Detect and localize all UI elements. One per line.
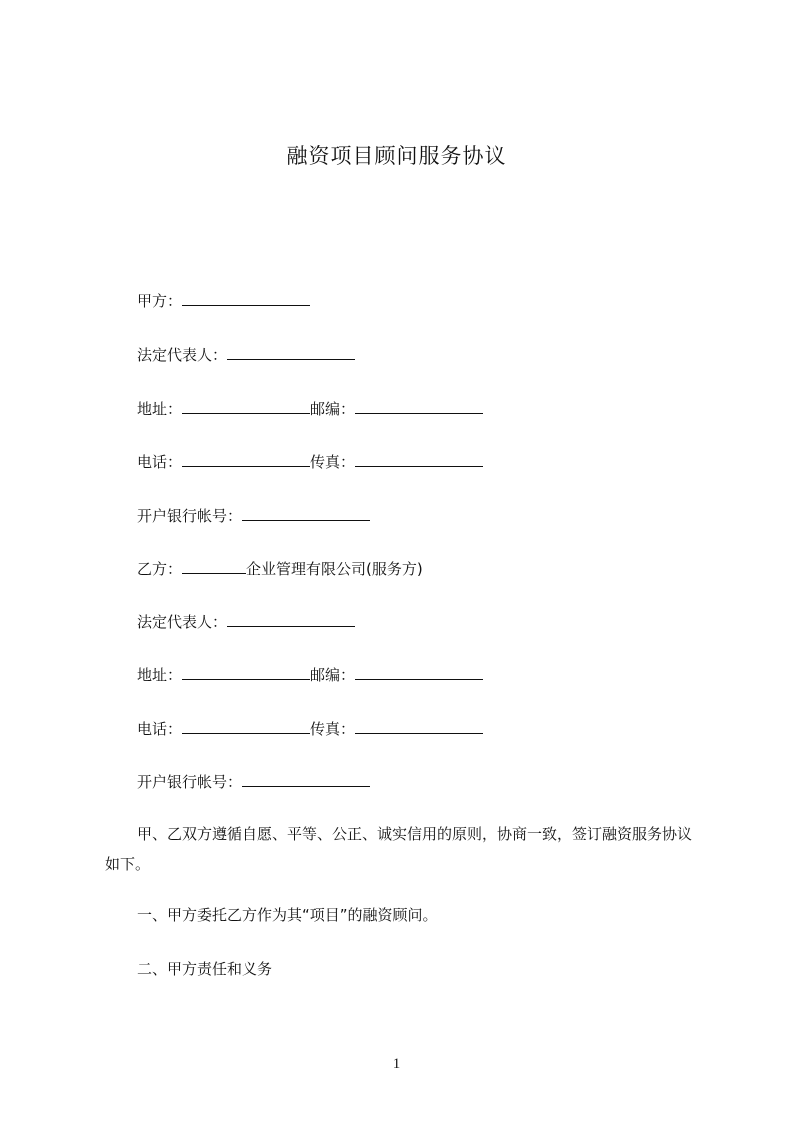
party-a-postcode-blank: [355, 399, 483, 414]
party-b-name-suffix: 企业管理有限公司(服务方): [246, 560, 423, 578]
party-b-bank-line: [137, 772, 370, 792]
party-b-phone-line: [137, 719, 483, 739]
party-b-address-line: [137, 665, 483, 685]
party-a-postcode-label: 邮编：: [310, 400, 356, 418]
party-b-fax-blank: [355, 719, 483, 734]
party-b-name-blank: [182, 559, 246, 574]
party-b-phone-label: 电话：: [137, 720, 183, 738]
clause-2-heading: 二、甲方责任和义务: [137, 960, 273, 978]
party-b-rep-line: [137, 612, 355, 632]
party-b-bank-label: 开户银行帐号：: [137, 773, 243, 791]
party-a-fax-blank: [355, 452, 483, 467]
party-b-name-label: 乙方：: [137, 560, 183, 578]
party-a-address-label: 地址：: [137, 400, 183, 418]
party-b-postcode-label: 邮编：: [310, 666, 356, 684]
party-b-name-line: [137, 559, 423, 579]
party-b-rep-blank: [227, 612, 355, 627]
party-a-rep-label: 法定代表人：: [137, 346, 228, 364]
party-b-bank-blank: [242, 772, 370, 787]
party-a-address-line: [137, 399, 483, 419]
party-b-fax-label: 传真：: [310, 720, 356, 738]
party-b-address-label: 地址：: [137, 666, 183, 684]
party-a-rep-blank: [227, 345, 355, 360]
intro-paragraph: 甲、乙双方遵循自愿、平等、公正、诚实信用的原则，协商一致，签订融资服务协议如下。: [105, 825, 693, 873]
document-title: 融资项目顾问服务协议: [286, 144, 507, 168]
party-b-phone-blank: [182, 719, 310, 734]
party-a-phone-label: 电话：: [137, 453, 183, 471]
party-a-address-blank: [182, 399, 310, 414]
party-a-name-line: [137, 291, 310, 311]
party-a-phone-line: [137, 452, 483, 472]
party-a-name-blank: [182, 291, 310, 306]
party-a-fax-label: 传真：: [310, 453, 356, 471]
party-a-rep-line: [137, 345, 355, 365]
party-a-bank-blank: [242, 506, 370, 521]
party-b-postcode-blank: [355, 665, 483, 680]
party-a-name-label: 甲方：: [137, 292, 183, 310]
page-number: 1: [392, 1056, 401, 1072]
party-b-rep-label: 法定代表人：: [137, 613, 228, 631]
clause-1: 一、甲方委托乙方作为其“项目”的融资顾问。: [137, 906, 438, 924]
party-a-bank-line: [137, 506, 370, 526]
party-b-address-blank: [182, 665, 310, 680]
party-a-phone-blank: [182, 452, 310, 467]
party-a-bank-label: 开户银行帐号：: [137, 507, 243, 525]
